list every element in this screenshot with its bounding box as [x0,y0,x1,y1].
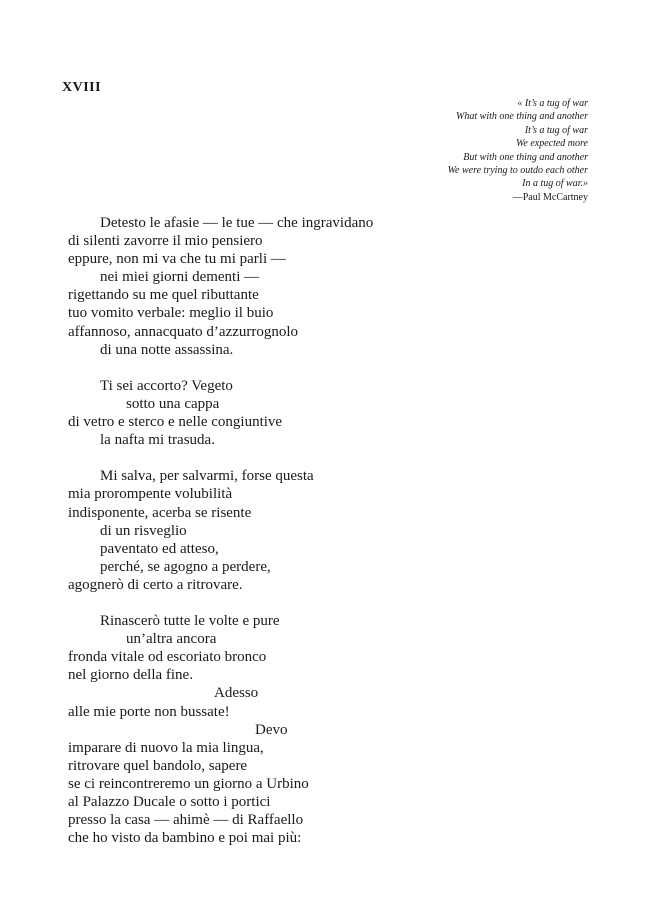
poem-line: di una notte assassina. [100,341,234,358]
poem-line: agognerò di certo a ritrovare. [68,576,243,593]
poem-line: di un risveglio [100,522,187,539]
poem-line: se ci reincontreremo un giorno a Urbino [68,775,309,792]
poem-line: nei miei giorni dementi — [100,269,260,286]
poem-line: fronda vitale od escoriato bronco [68,649,267,666]
poem-line: Ti sei accorto? Vegeto [100,377,233,394]
poem-line: Detesto le afasie — le tue — che ingravidano [100,215,374,231]
poem-line: eppure, non mi va che tu mi parli — [68,251,286,268]
poem-line: rigettando su me quel ributtante [68,287,259,304]
epigraph-line: In a tug of war.» [522,178,588,190]
poem-line: alle mie porte non bussate! [68,703,230,720]
epigraph-lines [288,97,588,191]
stanza-break [68,359,608,377]
poem-line: paventato ed atteso, [100,540,219,557]
poem-line: perché, se agogno a perdere, [100,558,271,575]
poem-line: affannoso, annacquato d’azzurrognolo [68,323,299,340]
stanza-break [68,594,608,612]
poem-line: di vetro e sterco e nelle congiuntive [68,414,283,431]
poem-line: Mi salva, per salvarmi, forse questa [100,468,314,485]
poem-line: mia prorompente volubilità [68,486,233,503]
epigraph-line: It’s a tug of war [524,124,588,136]
epigraph-line: But with one thing and another [463,151,588,163]
epigraph-line: We expected more [515,138,588,150]
poem-line: Rinascerò tutte le volte e pure [100,613,280,630]
poem-line: sotto una cappa [126,395,220,412]
poem-line: Devo [255,721,288,738]
poem-line: nel giorno della fine. [68,667,193,684]
poem-line: che ho visto da bambino e poi mai più: [68,830,302,847]
poem-line: Adesso [214,685,259,702]
epigraph [288,97,588,204]
poem-line: indisponente, acerba se risente [68,504,252,521]
epigraph-line: We were trying to outdo each other [447,165,588,177]
stanza-break [68,449,608,467]
poem-line: ritrovare quel bandolo, sapere [68,757,248,774]
epigraph-line: What with one thing and another [456,111,588,123]
poem-line: di silenti zavorre il mio pensiero [68,233,263,250]
poem-line: un’altra ancora [126,631,217,648]
poem-line: tuo vomito verbale: meglio il buio [68,305,274,322]
epigraph-line: « It’s a tug of war [517,98,588,109]
poem-line: imparare di nuovo la mia lingua, [68,739,264,756]
poem-line: la nafta mi trasuda. [100,432,215,449]
poem-number: XVIII [62,80,102,95]
poem-line: al Palazzo Ducale o sotto i portici [68,794,271,810]
poem-line: presso la casa — ahimè — di Raffaello [68,812,304,829]
epigraph-author: —Paul McCartney [512,191,588,203]
poem-body [68,214,608,847]
